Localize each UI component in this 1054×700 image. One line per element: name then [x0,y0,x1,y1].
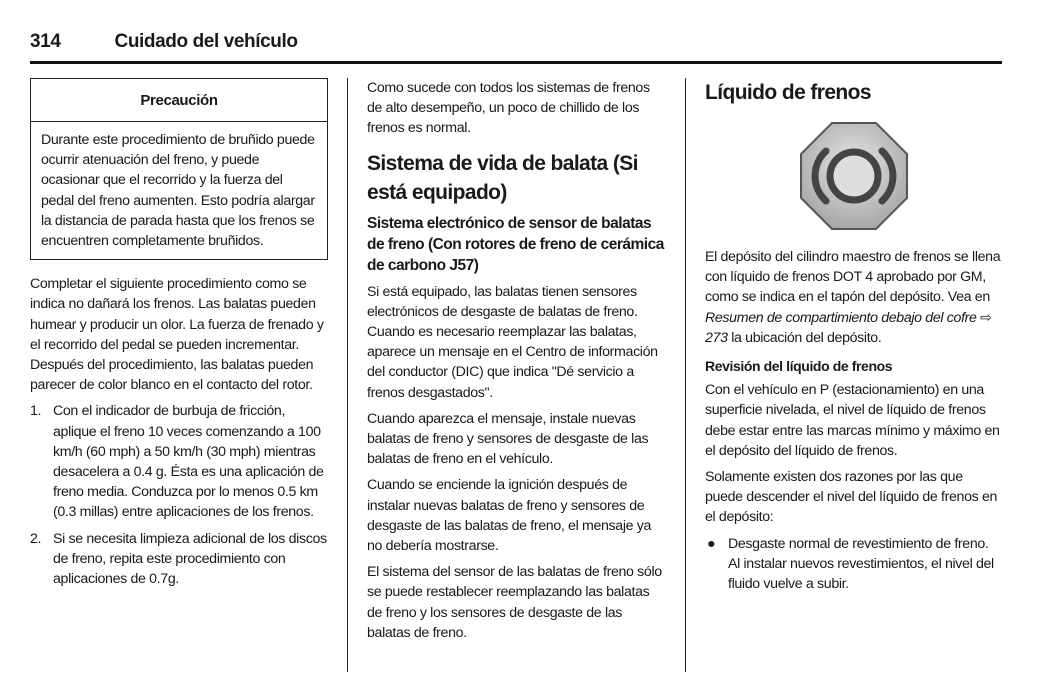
page-reference[interactable]: 273 [705,329,728,346]
section-heading: Sistema de vida de balata (Si está equipado) [367,151,638,204]
bullet-text: Desgaste normal de revestimiento de freno. Al instalar nuevos revestimientos, el nivel del fluido vuelve a subir. [728,535,994,593]
column-1 [30,78,328,595]
text: El depósito del cilindro maestro de frenos se llena con líquido de frenos DOT 4 aprobado por GM, como se indica en el tapón del depósito. Vea en [705,249,1001,306]
column-divider [347,78,348,672]
column-2 [367,78,665,649]
subsection-heading: Sistema electrónico de sensor de balatas de freno (Con rotores de freno de cerámica de carbono J57) [367,214,664,274]
paragraph: Cuando se enciende la ignición después de instalar nuevas balatas de freno y sensores de desgaste de las balatas de freno, el mensaje ya no debería mostrarse. [367,477,652,555]
page-number: 314 [30,31,61,52]
bullet-icon: ● [707,535,716,552]
paragraph: Solamente existen dos razones por las que puede descender el nivel del líquido de frenos en el depósito: [705,469,998,526]
section-heading: Líquido de frenos [705,81,871,104]
paragraph [705,247,1003,348]
arrow-icon: ⇨ [980,309,992,326]
header-rule [30,61,1002,64]
procedure-steps [30,401,328,589]
paragraph: Si está equipado, las balatas tienen sensores electrónicos de desgaste de balatas de freno. Cuando es necesario reemplazar las balatas, aparece un mensaje en el Centro de información del conductor (DIC) que indica "Dé servicio a frenos desgastados". [367,283,658,401]
section-title: Cuidado del vehículo [114,31,298,52]
text: la ubicación del depósito. [727,329,882,346]
paragraph: Como sucede con todos los sistemas de frenos de alto desempeño, un poco de chillido de los frenos es normal. [367,80,650,137]
column-divider [685,78,686,672]
step-text: Si se necesita limpieza adicional de los discos de freno, repita este procedimiento con aplicaciones de 0.7g. [53,530,327,588]
intro-paragraph: Completar el siguiente procedimiento como se indica no dañará los frenos. Las balatas pueden humear y producir un olor. La fuerza de frenado y el recorrido del pedal se pueden incrementar. Después del procedimiento, las balatas pueden parecer de color blanco en el contacto del rotor. [30,276,324,394]
column-3 [705,78,1003,594]
paragraph: Cuando aparezca el mensaje, instale nuevas balatas de freno y sensores de desgaste de las balatas de freno en el vehículo. [367,410,649,468]
paragraph: Con el vehículo en P (estacionamiento) en una superficie nivelada, el nivel de líquido de frenos debe estar entre las marcas mínimo y máximo en el depósito del líquido de frenos. [705,382,1000,459]
caution-title: Precaución [31,79,327,122]
caution-body: Durante este procedimiento de bruñido puede ocurrir atenuación del freno, y puede ocasionar que el recorrido y la fuerza del pedal del freno aumenten. Esto podría alargar la distancia de parada hasta que los frenos se encuentren completamente bruñidos. [41,132,315,250]
cross-reference-link[interactable]: Resumen de compartimiento debajo del cofre [705,309,977,326]
caution-box [30,78,328,260]
subsection-heading: Revisión del líquido de frenos [705,358,893,375]
list-item [705,534,1003,595]
brake-warning-icon [799,121,909,231]
step-number: 2. [30,530,42,547]
list-item [30,401,328,522]
page-header [30,31,298,53]
paragraph: El sistema del sensor de las balatas de freno sólo se puede restablecer reemplazando las balatas de freno y los sensores de desgaste de las balatas de freno. [367,564,662,641]
step-text: Con el indicador de burbuja de fricción, aplique el freno 10 veces comenzando a 100 km/h (60 mph) a 50 km/h (30 mph) mientras desacelera a 0.4 g. Ésta es una aplicación de freno media. Conduzca por lo menos 0.5 km (0.3 millas) entre aplicaciones de los frenos. [53,403,324,521]
list-item [30,529,328,590]
step-number: 1. [30,403,42,420]
